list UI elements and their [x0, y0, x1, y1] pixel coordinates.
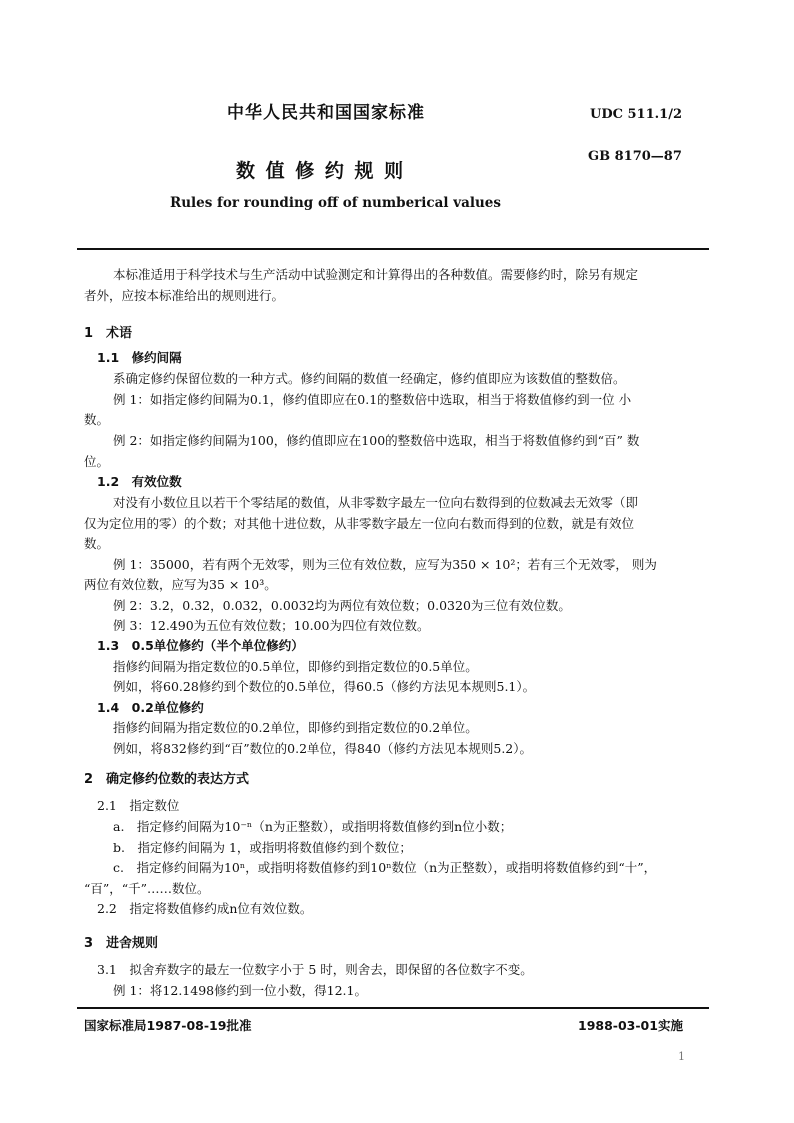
- s21-item-b: b. 指定修约间隔为 1，或指明将数值修约到个数位；: [113, 840, 412, 855]
- section-2-1-heading: 2.1 指定数位: [97, 798, 180, 813]
- section-2-heading: 2 确定修约位数的表达方式: [84, 772, 250, 787]
- s11-example-2: 例 2：如指定修约间隔为100，修约值即应在100的整数倍中选取，相当于将数值修约到“百” 数: [113, 433, 640, 448]
- s31-example-1: 例 1：将12.1498修约到一位小数，得12.1。: [113, 983, 367, 998]
- s12-example-3: 例 3：12.490为五位有效位数；10.00为四位有效位数。: [113, 618, 430, 633]
- s21-item-a: a. 指定修约间隔为10⁻ⁿ（n为正整数），或指明将数值修约到n位小数；: [113, 819, 513, 834]
- udc-code: UDC 511.1/2: [590, 107, 682, 122]
- section-1-1-heading: 1.1 修约间隔: [97, 350, 182, 365]
- s13-definition: 指修约间隔为指定数位的0.5单位，即修约到指定数位的0.5单位。: [113, 659, 478, 674]
- s12-definition-3: 数。: [84, 536, 110, 551]
- document-title: 数 值 修 约 规 则: [236, 160, 406, 182]
- section-1-4-heading: 1.4 0.2单位修约: [97, 700, 204, 715]
- s12-definition-2: 仅为定位用的零）的个数；对其他十进位数，从非零数字最左一位向右数而得到的位数，就是有效位: [84, 516, 635, 531]
- effective-date: 1988-03-01实施: [578, 1018, 683, 1033]
- s14-definition: 指修约间隔为指定数位的0.2单位，即修约到指定数位的0.2单位。: [113, 720, 478, 735]
- section-2-2: 2.2 指定将数值修约成n位有效位数。: [97, 901, 313, 916]
- page-number: 1: [678, 1050, 685, 1063]
- section-3-1: 3.1 拟舍弃数字的最左一位数字小于 5 时，则舍去，即保留的各位数字不变。: [97, 962, 533, 977]
- s11-example-1: 例 1：如指定修约间隔为0.1，修约值即应在0.1的整数倍中选取，相当于将数值修约到一位 小: [113, 392, 632, 407]
- section-1-3-heading: 1.3 0.5单位修约（半个单位修约）: [97, 638, 304, 653]
- approval-date: 国家标准局1987-08-19批准: [84, 1018, 252, 1033]
- section-3-heading: 3 进舍规则: [84, 936, 159, 951]
- intro-line-1: 本标准适用于科学技术与生产活动中试验测定和计算得出的各种数值。需要修约时，除另有规定: [113, 267, 639, 282]
- header-divider: [77, 248, 709, 250]
- s12-example-1: 例 1：35000，若有两个无效零，则为三位有效位数，应写为350 × 10²；若有三个无效零， 则为: [113, 557, 657, 572]
- s11-definition: 系确定修约保留位数的一种方式。修约间隔的数值一经确定，修约值即应为该数值的整数倍。: [113, 371, 626, 386]
- issuing-org-title: 中华人民共和国国家标准: [227, 103, 425, 123]
- s12-example-1-cont: 两位有效位数，应写为35 × 10³。: [84, 577, 277, 592]
- s12-definition-1: 对没有小数位且以若干个零结尾的数值，从非零数字最左一位向右数得到的位数减去无效零（即: [113, 495, 639, 510]
- standard-number: GB 8170—87: [588, 149, 682, 164]
- english-title: Rules for rounding off of numberical values: [170, 195, 501, 211]
- s13-example: 例如，将60.28修约到个数位的0.5单位，得60.5（修约方法见本规则5.1）。: [113, 679, 536, 694]
- intro-line-2: 者外，应按本标准给出的规则进行。: [84, 288, 285, 303]
- section-1-2-heading: 1.2 有效位数: [97, 474, 182, 489]
- s11-example-1-cont: 数。: [84, 412, 110, 427]
- footer-divider: [77, 1007, 709, 1009]
- s14-example: 例如，将832修约到“百”数位的0.2单位，得840（修约方法见本规则5.2）。: [113, 741, 533, 756]
- s11-example-2-cont: 位。: [84, 454, 110, 469]
- s12-example-2: 例 2：3.2，0.32，0.032，0.0032均为两位有效位数；0.0320为三位有效位数。: [113, 598, 571, 613]
- s21-item-c: c. 指定修约间隔为10ⁿ，或指明将数值修约到10ⁿ数位（n为正整数），或指明将数值修约到“十”，: [113, 860, 657, 875]
- s21-item-c-cont: “百”，“千”……数位。: [84, 881, 210, 896]
- section-1-heading: 1 术语: [84, 326, 133, 341]
